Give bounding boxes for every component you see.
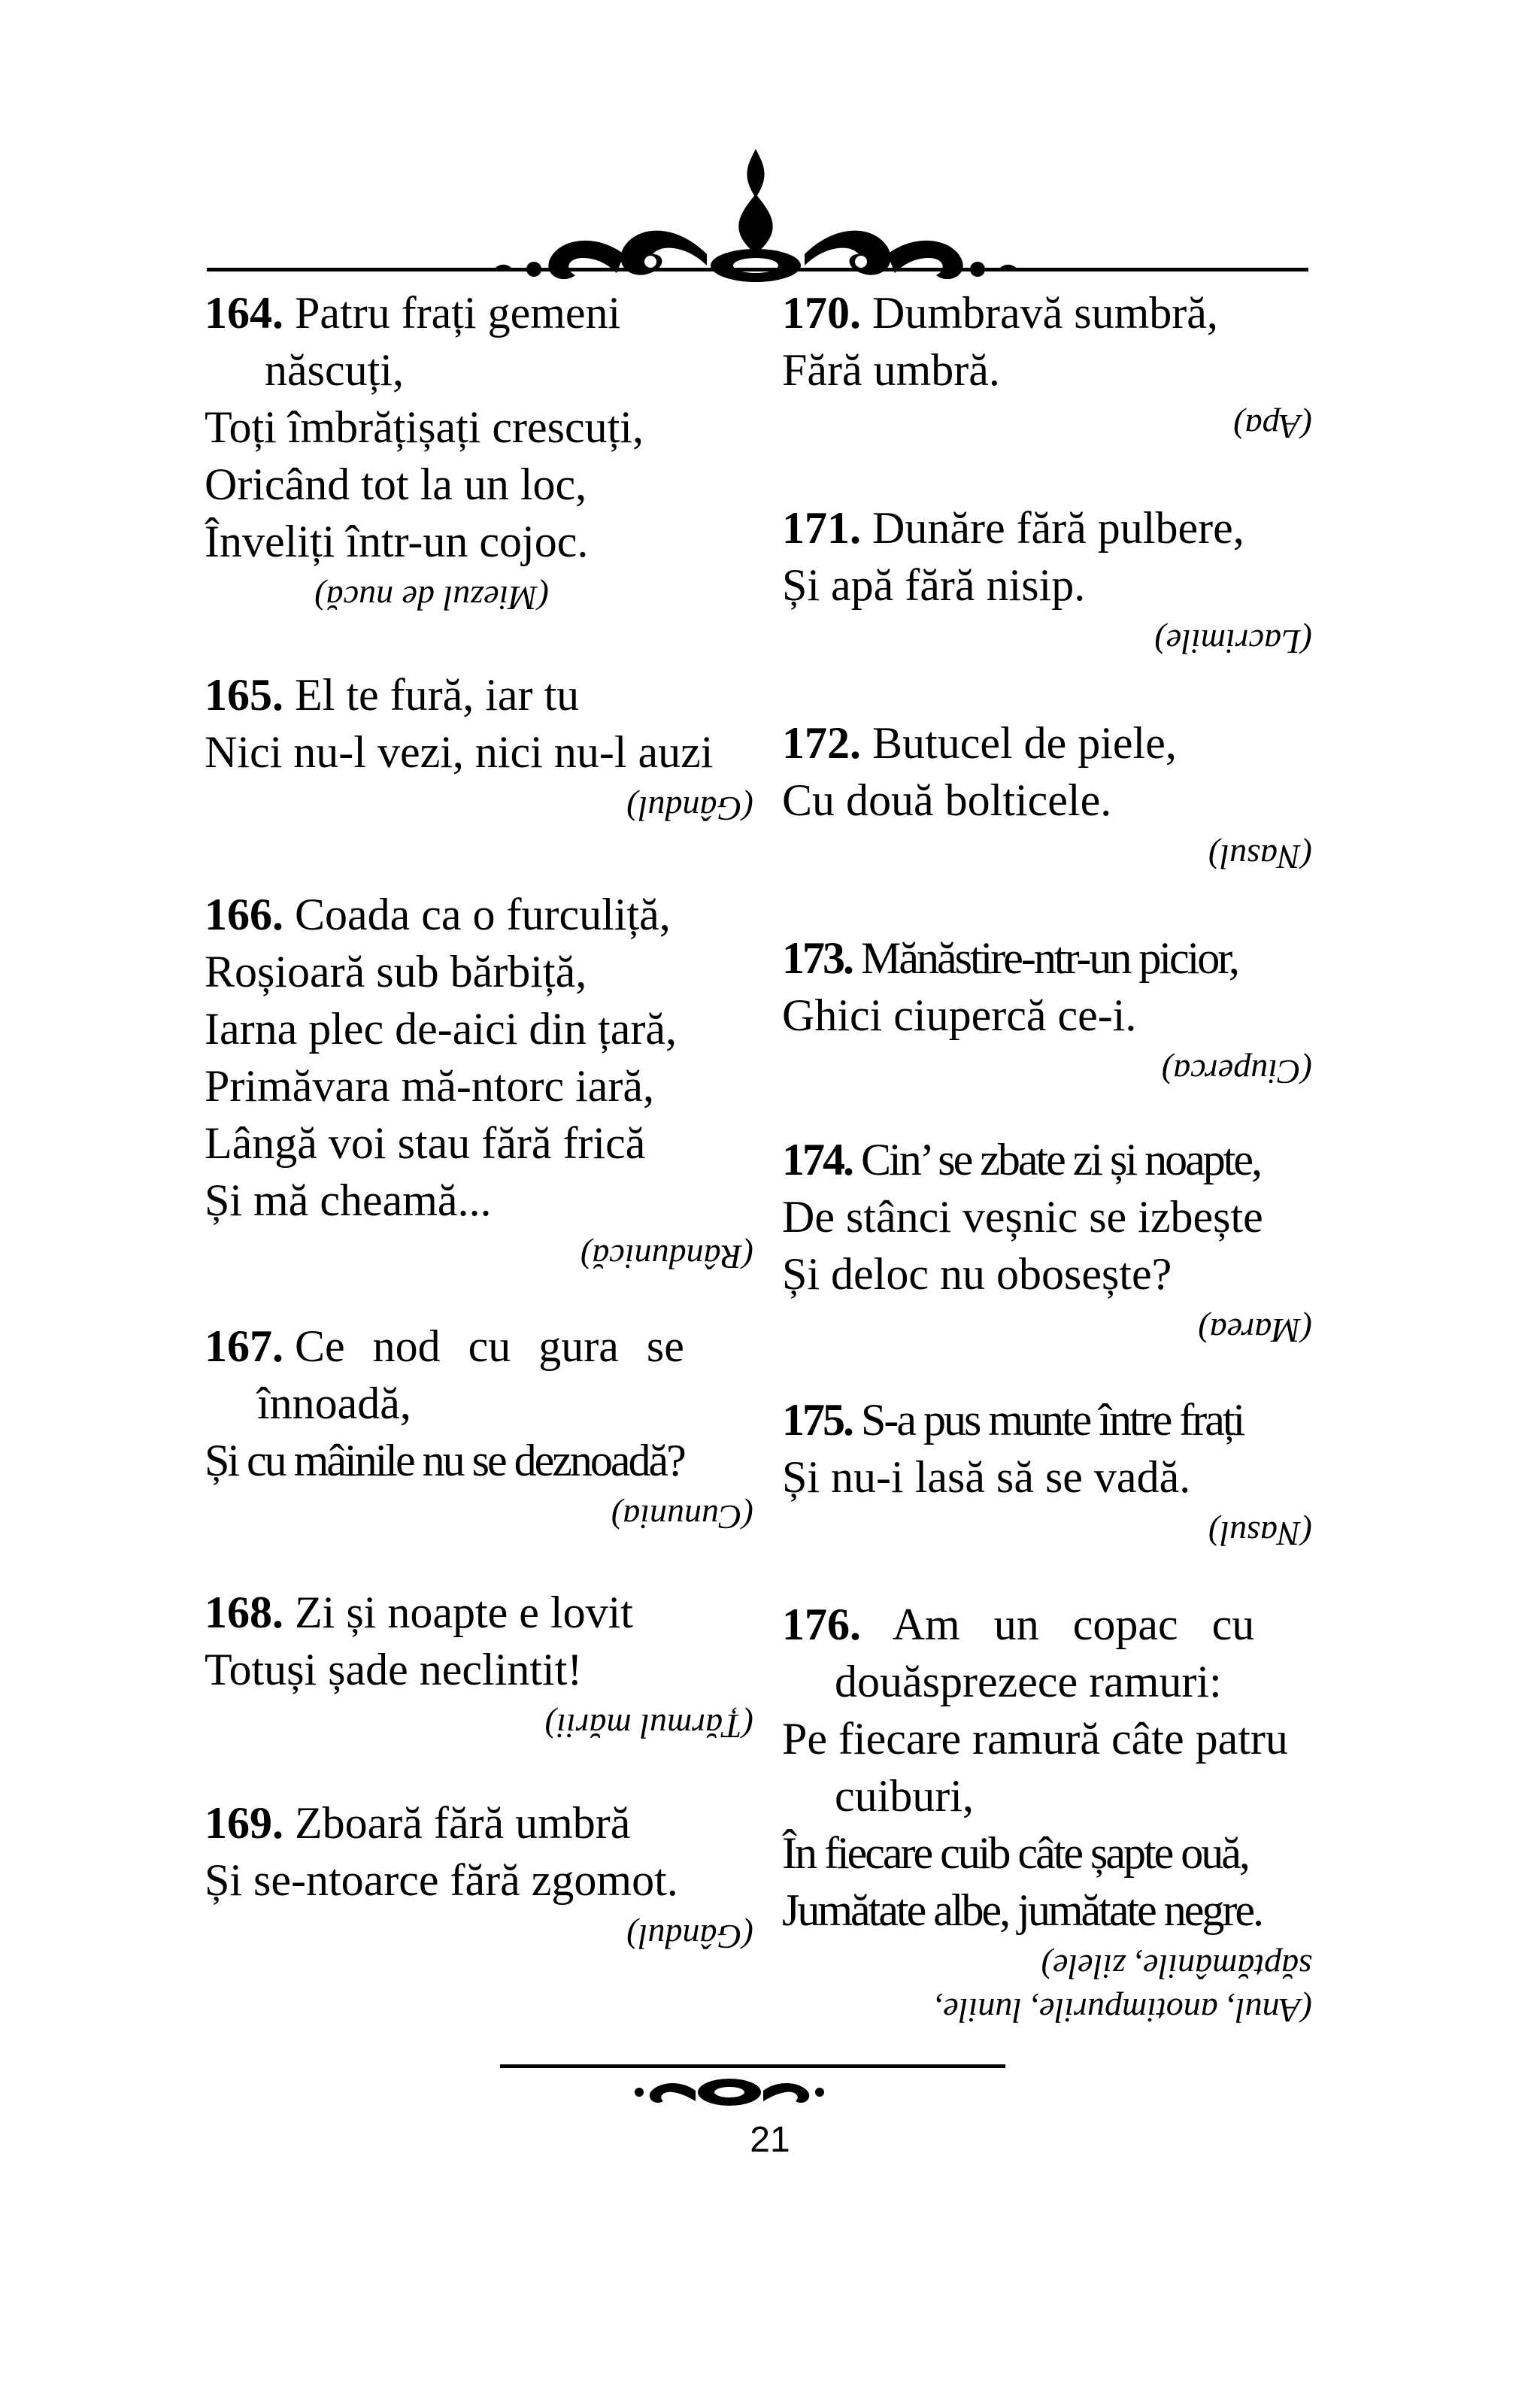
riddle-line: Primăvara mă-ntorc iară, [205, 1061, 655, 1111]
riddle-answer: (Cununia) [611, 1498, 753, 1536]
riddle-line: În fiecare cuib câte șapte ouă, [782, 1828, 1248, 1878]
riddle-line: Și deloc nu obosește? [782, 1249, 1172, 1299]
riddle-167 [205, 1318, 753, 1540]
top-rule [207, 268, 1308, 271]
riddle-number: 166. [205, 890, 283, 939]
riddle-number: 172. [782, 718, 861, 768]
riddle-line: Jumătate albe, jumătate negre. [782, 1885, 1262, 1935]
riddle-line: douăsprezece ramuri: [835, 1657, 1222, 1706]
riddle-line: Și mă cheamă... [205, 1175, 492, 1225]
riddle-176 [782, 1596, 1312, 2032]
riddle-line: Nici nu-l vezi, nici nu-l auzi [205, 727, 714, 777]
riddle-line: Lângă voi stau fără frică [205, 1118, 646, 1168]
riddle-line: 176. Am un copac cu [782, 1600, 1255, 1649]
riddle-line: 173. Mănăstire-ntr-un picior, [782, 933, 1238, 983]
riddle-line: 168. Zi și noapte e lovit [205, 1588, 633, 1637]
riddle-number: 171. [782, 503, 861, 553]
riddle-answer: (Nasul) [1208, 838, 1312, 876]
riddle-line: Pe fiecare ramură câte patru [782, 1714, 1288, 1764]
riddle-line: Și cu mâinile nu se deznoadă? [205, 1436, 684, 1485]
riddle-line: Fără umbră. [782, 345, 1000, 395]
riddle-line: Oricând tot la un loc, [205, 459, 587, 509]
riddle-answer: (Apa) [1233, 408, 1312, 446]
riddle-171 [782, 499, 1312, 665]
riddle-answer: (Nasul) [1208, 1515, 1312, 1553]
riddle-line: De stânci veșnic se izbește [782, 1192, 1263, 1242]
riddle-number: 173. [782, 933, 852, 983]
riddle-line: 167. Ce nod cu gura se [205, 1321, 684, 1371]
riddle-line: înnoadă, [257, 1378, 411, 1428]
riddle-number: 165. [205, 670, 283, 720]
riddle-line: 165. El te fură, iar tu [205, 670, 580, 720]
riddle-174 [782, 1131, 1312, 1354]
riddle-answer-line: (Anul, anotimpurile, lunile, [934, 1991, 1312, 2030]
riddle-answer: (Țărmul mării) [544, 1707, 753, 1745]
riddle-number: 164. [205, 288, 283, 338]
riddle-number: 170. [782, 288, 861, 338]
riddle-173 [782, 930, 1312, 1095]
riddle-line: Ghici ciupercă ce-i. [782, 990, 1137, 1040]
riddle-answer: (Ciuperca) [1161, 1053, 1312, 1091]
riddle-answer [782, 1945, 1312, 2032]
riddle-number: 174. [782, 1135, 852, 1184]
riddle-line: născuți, [265, 345, 404, 395]
riddle-line: 175. S-a pus munte între frați [782, 1395, 1244, 1445]
riddle-line: 172. Butucel de piele, [782, 718, 1177, 768]
riddle-answer-line: săptămânile, zilele) [1041, 1948, 1312, 1986]
riddle-168 [205, 1584, 753, 1749]
riddle-line: Și se-ntoarce fără zgomot. [205, 1855, 678, 1905]
riddle-answer: (Lacrimile) [1154, 623, 1312, 661]
riddle-165 [205, 666, 753, 832]
riddle-line: 166. Coada ca o furculiță, [205, 890, 671, 939]
riddle-line: 164. Patru frați gemeni [205, 288, 621, 338]
riddle-line: Înveliți într-un cojoc. [205, 517, 589, 566]
page-number: 21 [750, 2120, 790, 2160]
riddle-line: 170. Dumbravă sumbră, [782, 288, 1218, 338]
riddle-answer: (Gândul) [626, 1918, 753, 1956]
riddle-line: cuiburi, [835, 1771, 974, 1821]
riddle-164 [205, 284, 753, 621]
riddle-number: 169. [205, 1798, 283, 1848]
riddle-line: 169. Zboară fără umbră [205, 1798, 631, 1848]
riddle-line: Cu două bolticele. [782, 775, 1112, 825]
riddle-line: Iarna plec de-aici din țară, [205, 1004, 677, 1054]
riddle-175 [782, 1391, 1312, 1557]
left-column [205, 284, 753, 1960]
riddle-166 [205, 886, 753, 1280]
riddle-answer: (Miezul de nucă) [314, 579, 549, 617]
riddle-answer: (Marea) [1198, 1312, 1312, 1350]
riddle-172 [782, 714, 1312, 880]
riddle-169 [205, 1794, 753, 1960]
riddle-answer: (Rândunică) [581, 1238, 753, 1276]
riddle-line: 171. Dunăre fără pulbere, [782, 503, 1244, 553]
riddle-line: Toți îmbrățișați crescuți, [205, 402, 644, 452]
bottom-rule [500, 2064, 1005, 2068]
riddle-number: 175. [782, 1395, 852, 1445]
riddle-line: Și apă fără nisip. [782, 560, 1086, 610]
riddle-line: 174. Cin’ se zbate zi și noapte, [782, 1135, 1261, 1184]
riddle-number: 167. [205, 1321, 283, 1371]
riddle-answer: (Gândul) [626, 790, 753, 828]
right-column [782, 284, 1312, 2032]
riddle-line: Totuși șade neclintit! [205, 1645, 583, 1694]
riddle-number: 168. [205, 1588, 283, 1637]
riddle-170 [782, 284, 1312, 450]
riddle-line: Și nu-i lasă să se vadă. [782, 1452, 1191, 1502]
riddle-number: 176. [782, 1600, 861, 1649]
riddle-line: Roșioară sub bărbiță, [205, 947, 587, 996]
